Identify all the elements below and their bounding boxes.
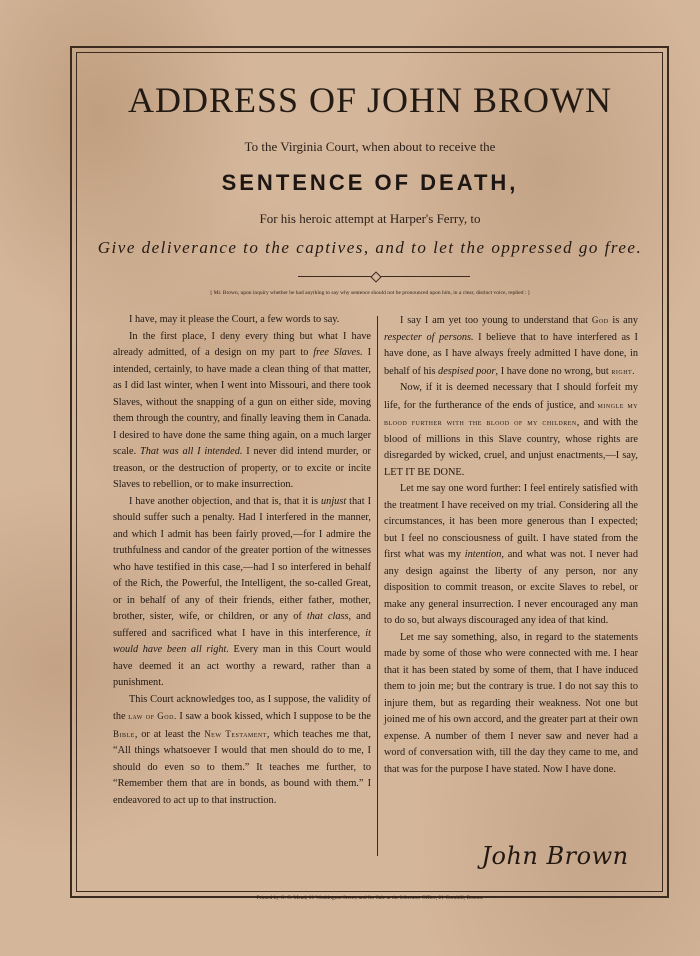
small-caps: New Testament: [204, 728, 267, 739]
text: , and what was not. I never had any design against the liberty of any person, nor any disposition to commit treason, or excite Slaves to rebel, or make any general insurrection. I never encouraged any man to do so, but always discouraged any idea of that kind.: [384, 549, 638, 626]
printer-imprint: Printed by C. C. Mead, 61 Washington Street, and for Sale at the Liberator Office, 21 Cornhill, Boston.: [256, 895, 484, 901]
text: , which teaches me that, “All things whatsoever I would that men should do to me, I should do even so to them.” It teaches me further, to “Remember them that are in bonds, as bound with them.” I endeavored to act up to that instruction.: [113, 728, 371, 806]
paragraph: [113, 329, 371, 494]
signature: John Brown: [481, 842, 629, 870]
text: Let me say one word further: I feel entirely satisfied with the treatment I have received on my trial. Considering all the circumstances, it has been more generous than I expected; but I feel no consciousness of guilt. I have stated from the first what was my: [384, 483, 638, 560]
text: This Court acknowledges too, as I suppose, the validity of the: [113, 693, 371, 722]
paragraph: [113, 494, 371, 692]
column-divider: [377, 316, 378, 856]
left-column: [113, 312, 371, 809]
text: , and with the blood of millions in this Slave country, whose rights are disregarded by wicked, cruel, and unjust enactments,—I say,: [384, 417, 638, 461]
document-title: ADDRESS OF JOHN BROWN: [127, 80, 613, 120]
paragraph: [113, 312, 371, 329]
text: Every man in this Court would have deemed it an act worthy a reward, rather than a punishment.: [113, 644, 371, 688]
text: I never did intend murder, or treason, or the destruction of property, or to excite or incite Slaves to rebellion, or to make insurrection.: [113, 446, 371, 490]
text: LET IT BE DONE.: [384, 466, 465, 478]
emphasis: That was all I intended.: [139, 446, 243, 457]
small-caps: God: [591, 315, 609, 325]
ornamental-rule: [298, 276, 470, 277]
emphasis: unjust: [321, 495, 347, 507]
emphasis: it would have been all right.: [113, 627, 371, 655]
right-column: [384, 312, 638, 778]
text: , and suffered and sacrificed what I have in this interference,: [113, 611, 372, 639]
text: I say I am yet too young to understand that: [400, 315, 592, 326]
emphasis: free Slaves.: [313, 347, 363, 358]
text: I intended, certainly, to have made a clean thing of that matter, as I did last winter, when I went into Missouri, and there took Slaves, without the snapping of a gun on either side, moving them through the country, and finally leaving them in Canada. I desired to have done the same thing again, on a much larger scale.: [113, 347, 371, 457]
text: Now, if it is deemed necessary that I should forfeit my life, for the furtherance of the ends of justice, and: [384, 382, 638, 411]
paragraph: [113, 692, 371, 810]
small-caps: mingle my blood further with the blood of my children: [384, 399, 638, 427]
small-caps: right.: [611, 365, 635, 376]
text: I have another objection, and that is, that it is: [129, 495, 322, 507]
emphasis: despised poor: [438, 365, 496, 377]
text: that I should suffer such a penalty. Had I interfered in the manner, and which I admit has been fairly proved,—for I admire the truthfulness and candor of the greater portion of the witnesses who have testified in this case,—had I so interfered in behalf of the Rich, the Powerful, the Intelligent, the so-called Great, or in behalf of any of their friends, either father, mother, brother, sister, wife, or children, or any of: [113, 495, 371, 622]
paragraph: [384, 312, 638, 380]
introductory-note: [ Mr. Brown, upon inquiry whether he had anything to say why sentence should not be pronounced upon him, in a clear, distinct voice, replied : ]: [210, 290, 530, 296]
text: , I have done no wrong, but: [495, 365, 612, 377]
subtitle-scripture: Give deliverance to the captives, and to let the oppressed go free.: [97, 238, 643, 257]
paragraph: [384, 380, 638, 481]
text: In the first place, I deny every thing but what I have already admitted, of a design on my part to: [113, 330, 371, 358]
text: Let me say something, also, in regard to the statements made by some of those who were connected with me. I hear that it has been stated by some of them, that I have induced them to join me; but the contrary is true. I do not say this to injure them, but as regarding their weakness. Not one but joined me of his own accord, and the greater part at their own expense. A number of them I never saw and never had a word of conversation with, till the day they came to me, and that was for the purpose I have stated. Now I have done.: [384, 631, 638, 775]
text: , or at least the: [134, 728, 205, 740]
subtitle-line-3: For his heroic attempt at Harper's Ferry, to: [259, 211, 481, 226]
text: is any: [608, 315, 639, 326]
emphasis: that class: [306, 611, 349, 622]
text: I have, may it please the Court, a few words to say.: [129, 314, 340, 325]
subtitle-line-1: To the Virginia Court, when about to receive the: [244, 139, 496, 154]
paragraph: [384, 630, 638, 779]
paragraph: [384, 481, 638, 630]
subtitle-sentence: SENTENCE OF DEATH,: [221, 170, 519, 195]
small-caps: Bible: [113, 728, 135, 739]
emphasis: intention: [464, 549, 502, 560]
text: I believe that to have interfered as I have done, as I have always freely admitted I have done, in behalf of his: [384, 331, 638, 377]
small-caps: law of God.: [128, 711, 177, 721]
emphasis: respecter of persons.: [384, 331, 474, 343]
text: I saw a book kissed, which I suppose to be the: [176, 711, 371, 722]
